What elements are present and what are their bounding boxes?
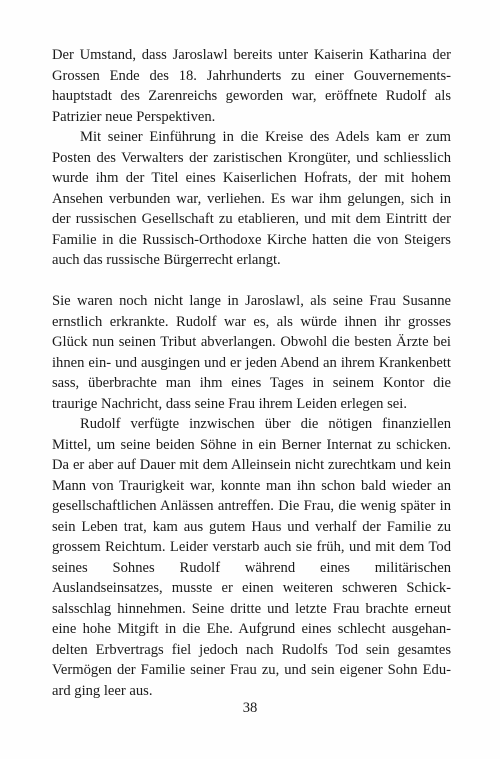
paragraph-1: Der Umstand, dass Jaroslawl bereits unter Kaiserin Katharina der Grossen Ende des 18. Jahrhunderts zu einer Gouvernementshauptstadt des Zarenreichs geworden war, eröffnete Rudolf als Patrizier neue Perspektiven. (52, 47, 451, 125)
page-number: 38 (242, 700, 258, 716)
paragraph-3: Sie waren noch nicht lange in Jaroslawl, als seine Frau Susanne ernstlich erkrankte. Rudolf war es, als würde ihnen ihr grosses Glück nun seinen Tribut abverlangen. Obwohl die besten Ärzte bei ihnen ein- und ausgingen und er jeden Abend an ihrem Krankenbett sass, überbrachte man ihm eines Tages in seinem Kontor die traurige Nachricht, dass seine Frau ihrem Leiden erlegen sei. (52, 293, 451, 412)
paragraph-2: Mit seiner Einführung in die Kreise des Adels kam er zum Posten des Verwalters der zaristischen Krongüter, und schliesslich wurde ihm der Titel eines Kaiserlichen Hofrats, der mit hohem Ansehen verbunden war, verliehen. Es war ihm gelungen, sich in der russischen Gesellschaft zu etablieren, und mit dem Eintritt der Familie in die Russisch-Orthodoxe Kirche hatten die von Steigers auch das russische Bürgerrecht erlangt. (52, 129, 451, 268)
section-break (52, 271, 451, 292)
paragraph-4: Rudolf verfügte inzwischen über die nötigen finanziellen Mittel, um seine beiden Söhne in ein Berner Internat zu schicken. Da er aber auf Dauer mit dem Alleinsein nicht zurechtkam und kein Mann von Traurigkeit war, konnte man ihn schon bald wieder an gesellschaftlichen Anlässen antreffen. Die Frau, die wenig später in sein Leben trat, kam aus gutem Haus und verhalf der Familie zu grossem Reichtum. Leider verstarb auch sie früh, und mit dem Tod seines Sohnes Rudolf während eines militärischen Auslandseinsatzes, musste er einen weiteren schweren Schicksalsschlag hinnehmen. Seine dritte und letzte Frau brachte erneut eine hohe Mitgift in die Ehe. Aufgrund eines schlecht ausgehandelten Erbvertrags fiel jedoch nach Rudolfs Tod sein gesamtes Vermögen der Familie seiner Frau zu, und sein eigener Sohn Eduard ging leer aus. (52, 416, 451, 699)
body-text (52, 45, 451, 701)
